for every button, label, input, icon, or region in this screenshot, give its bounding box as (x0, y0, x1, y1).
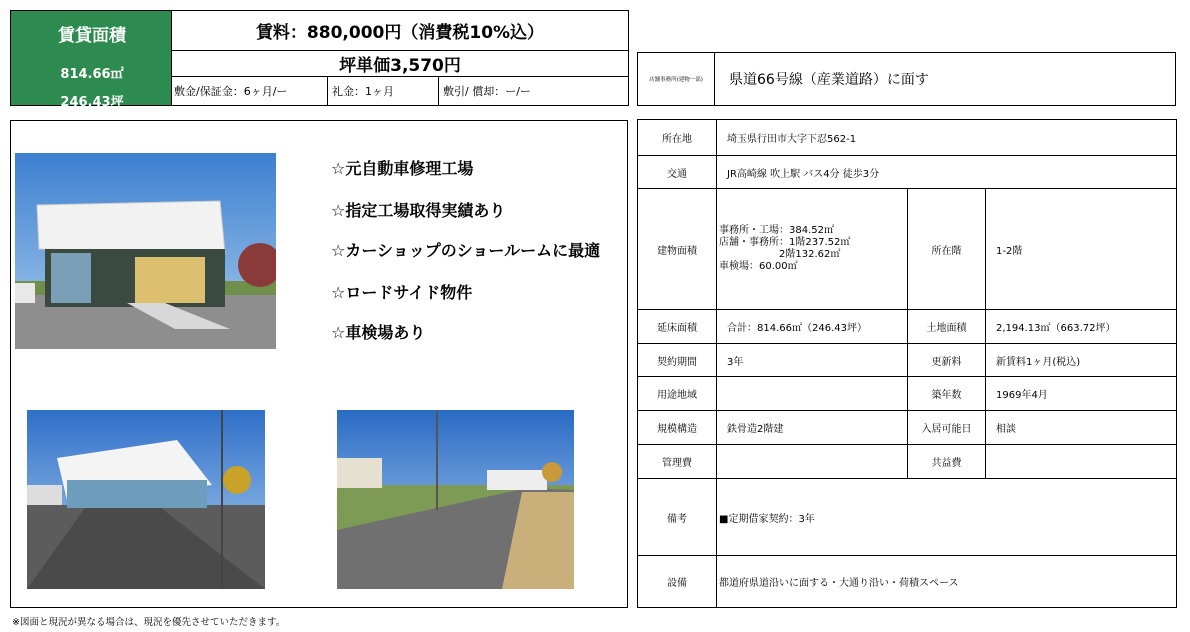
deposit-term: 敷金/保証金：6ヶ月/ー (172, 77, 328, 105)
table-row (638, 377, 1176, 411)
total-floor-value: 合計：814.66㎡（246.43坪） (727, 323, 867, 334)
floor-value: 1-2階 (996, 245, 1023, 257)
building-area-line-4: 車検場：60.00㎡ (719, 261, 798, 272)
location-label: 所在地 (638, 120, 717, 155)
rent-price: 賃料：880,000円（消費税10%込） (172, 10, 629, 51)
renewal-value: 新賃料1ヶ月(税込) (996, 356, 1081, 368)
common-fee-value (986, 445, 1176, 478)
facilities-value: 都道府県道沿いに面する・大通り沿い・荷積スペース (719, 578, 959, 589)
movein-label: 入居可能日 (907, 411, 986, 444)
structure-label: 規模構造 (638, 411, 717, 444)
transit-label: 交通 (638, 156, 717, 188)
table-row (638, 344, 1176, 377)
built-label: 築年数 (907, 377, 986, 410)
mgmt-fee-label: 管理費 (638, 445, 717, 478)
table-row (638, 556, 1176, 607)
feature-3: ☆カーショップのショールームに最適 (331, 241, 601, 260)
table-row (638, 120, 1176, 156)
side-building-photo (27, 410, 265, 589)
built-value: 1969年4月 (996, 390, 1048, 401)
road-value: 県道66号線（産業道路）に面す (729, 72, 929, 88)
zoning-value (717, 377, 907, 410)
road-label: 店舗事務所(建物一部) (638, 53, 715, 105)
mgmt-fee-value (717, 445, 907, 478)
table-row (638, 479, 1176, 556)
table-row (638, 156, 1176, 189)
footnote: ※図面と現況が異なる場合は、現況を優先させていただきます。 (12, 617, 286, 628)
transit-value: JR高崎線 吹上駅 バス4分 徒歩3分 (727, 168, 880, 180)
contract-value: 3年 (727, 356, 744, 368)
rental-area-title: 賃貸面積 (58, 26, 126, 46)
table-row (638, 310, 1176, 344)
building-area-line-3: 2階132.62㎡ (779, 249, 841, 260)
amortization-term: 敷引/ 償却：ー/ー (443, 85, 531, 98)
contract-label: 契約期間 (638, 344, 717, 376)
land-area-label: 土地面積 (907, 310, 986, 343)
facilities-label: 設備 (638, 556, 717, 607)
rental-area-tsubo: 246.43坪 (60, 95, 124, 110)
building-area-line-2: 店舗・事務所：1階237.52㎡ (719, 237, 851, 248)
rental-area-box (10, 10, 172, 110)
feature-5: ☆車検場あり (331, 323, 426, 342)
key-money-term: 礼金：1ヶ月 (328, 77, 439, 105)
road-info-box (637, 52, 1176, 106)
property-details-table (637, 119, 1177, 608)
table-row (638, 189, 1176, 310)
movein-value: 相談 (996, 424, 1016, 435)
zoning-label: 用途地域 (638, 377, 717, 410)
feature-4: ☆ロードサイド物件 (331, 283, 473, 302)
rental-area-m2: 814.66㎡ (60, 67, 124, 82)
main-building-photo (15, 153, 276, 349)
photo-panel (10, 120, 628, 608)
road-view-photo (337, 410, 574, 589)
structure-value: 鉄骨造2階建 (727, 424, 784, 435)
total-floor-label: 延床面積 (638, 310, 717, 343)
feature-1: ☆元自動車修理工場 (331, 159, 474, 178)
location-value: 埼玉県行田市大字下忍562-1 (727, 134, 857, 145)
remarks-label: 備考 (638, 479, 717, 555)
table-row (638, 445, 1176, 479)
table-row (638, 411, 1176, 445)
floor-label: 所在階 (907, 189, 986, 309)
feature-2: ☆指定工場取得実績あり (331, 201, 506, 220)
building-area-line-1: 事務所・工場：384.52㎡ (719, 225, 834, 236)
renewal-label: 更新料 (907, 344, 986, 376)
unit-price: 坪単価3,570円 (172, 51, 629, 76)
terms-row (172, 76, 629, 106)
common-fee-label: 共益費 (907, 445, 986, 478)
land-area-value: 2,194.13㎡（663.72坪） (996, 323, 1116, 334)
remarks-value: ■定期借家契約：3年 (719, 513, 815, 525)
building-area-value (717, 189, 907, 309)
building-area-label: 建物面積 (638, 189, 717, 309)
